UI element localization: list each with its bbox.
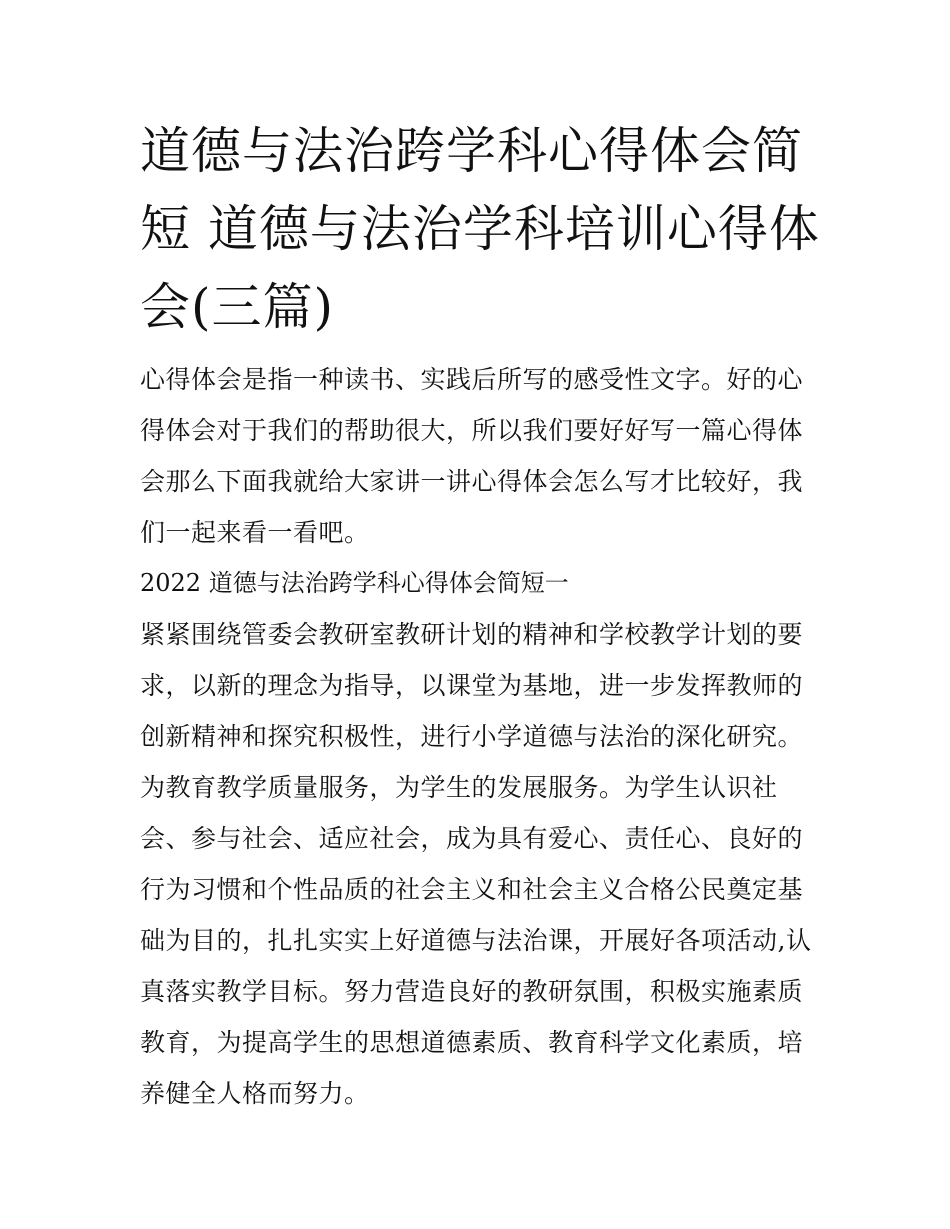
document-title: 道德与法治跨学科心得体会简短 道德与法治学科培训心得体会(三篇) xyxy=(140,122,820,336)
document-page xyxy=(140,112,820,1119)
body-paragraph: 紧紧围绕管委会教研室教研计划的精神和学校教学计划的要求，以新的理念为指导，以课堂为基地，进一步发挥教师的创新精神和探究积极性，进行小学道德与法治的深化研究。为教育教学质量服务，为学生的发展服务。为学生认识社会、参与社会、适应社会，成为具有爱心、责任心、良好的行为习惯和个性品质的社会主义和社会主义合格公民奠定基础为目的，扎扎实实上好道德与法治课，开展好各项活动,认真落实教学目标。努力营造良好的教研氛围，积极实施素质教育，为提高学生的思想道德素质、教育科学文化素质，培养健全人格而努力。 xyxy=(140,620,812,1108)
intro-paragraph: 心得体会是指一种读书、实践后所写的感受性文字。好的心得体会对于我们的帮助很大，所以我们要好好写一篇心得体会那么下面我就给大家讲一讲心得体会怎么写才比较好，我们一起来看一看吧。 xyxy=(140,365,804,547)
section-heading: 2022 道德与法治跨学科心得体会简短一 xyxy=(140,569,569,597)
